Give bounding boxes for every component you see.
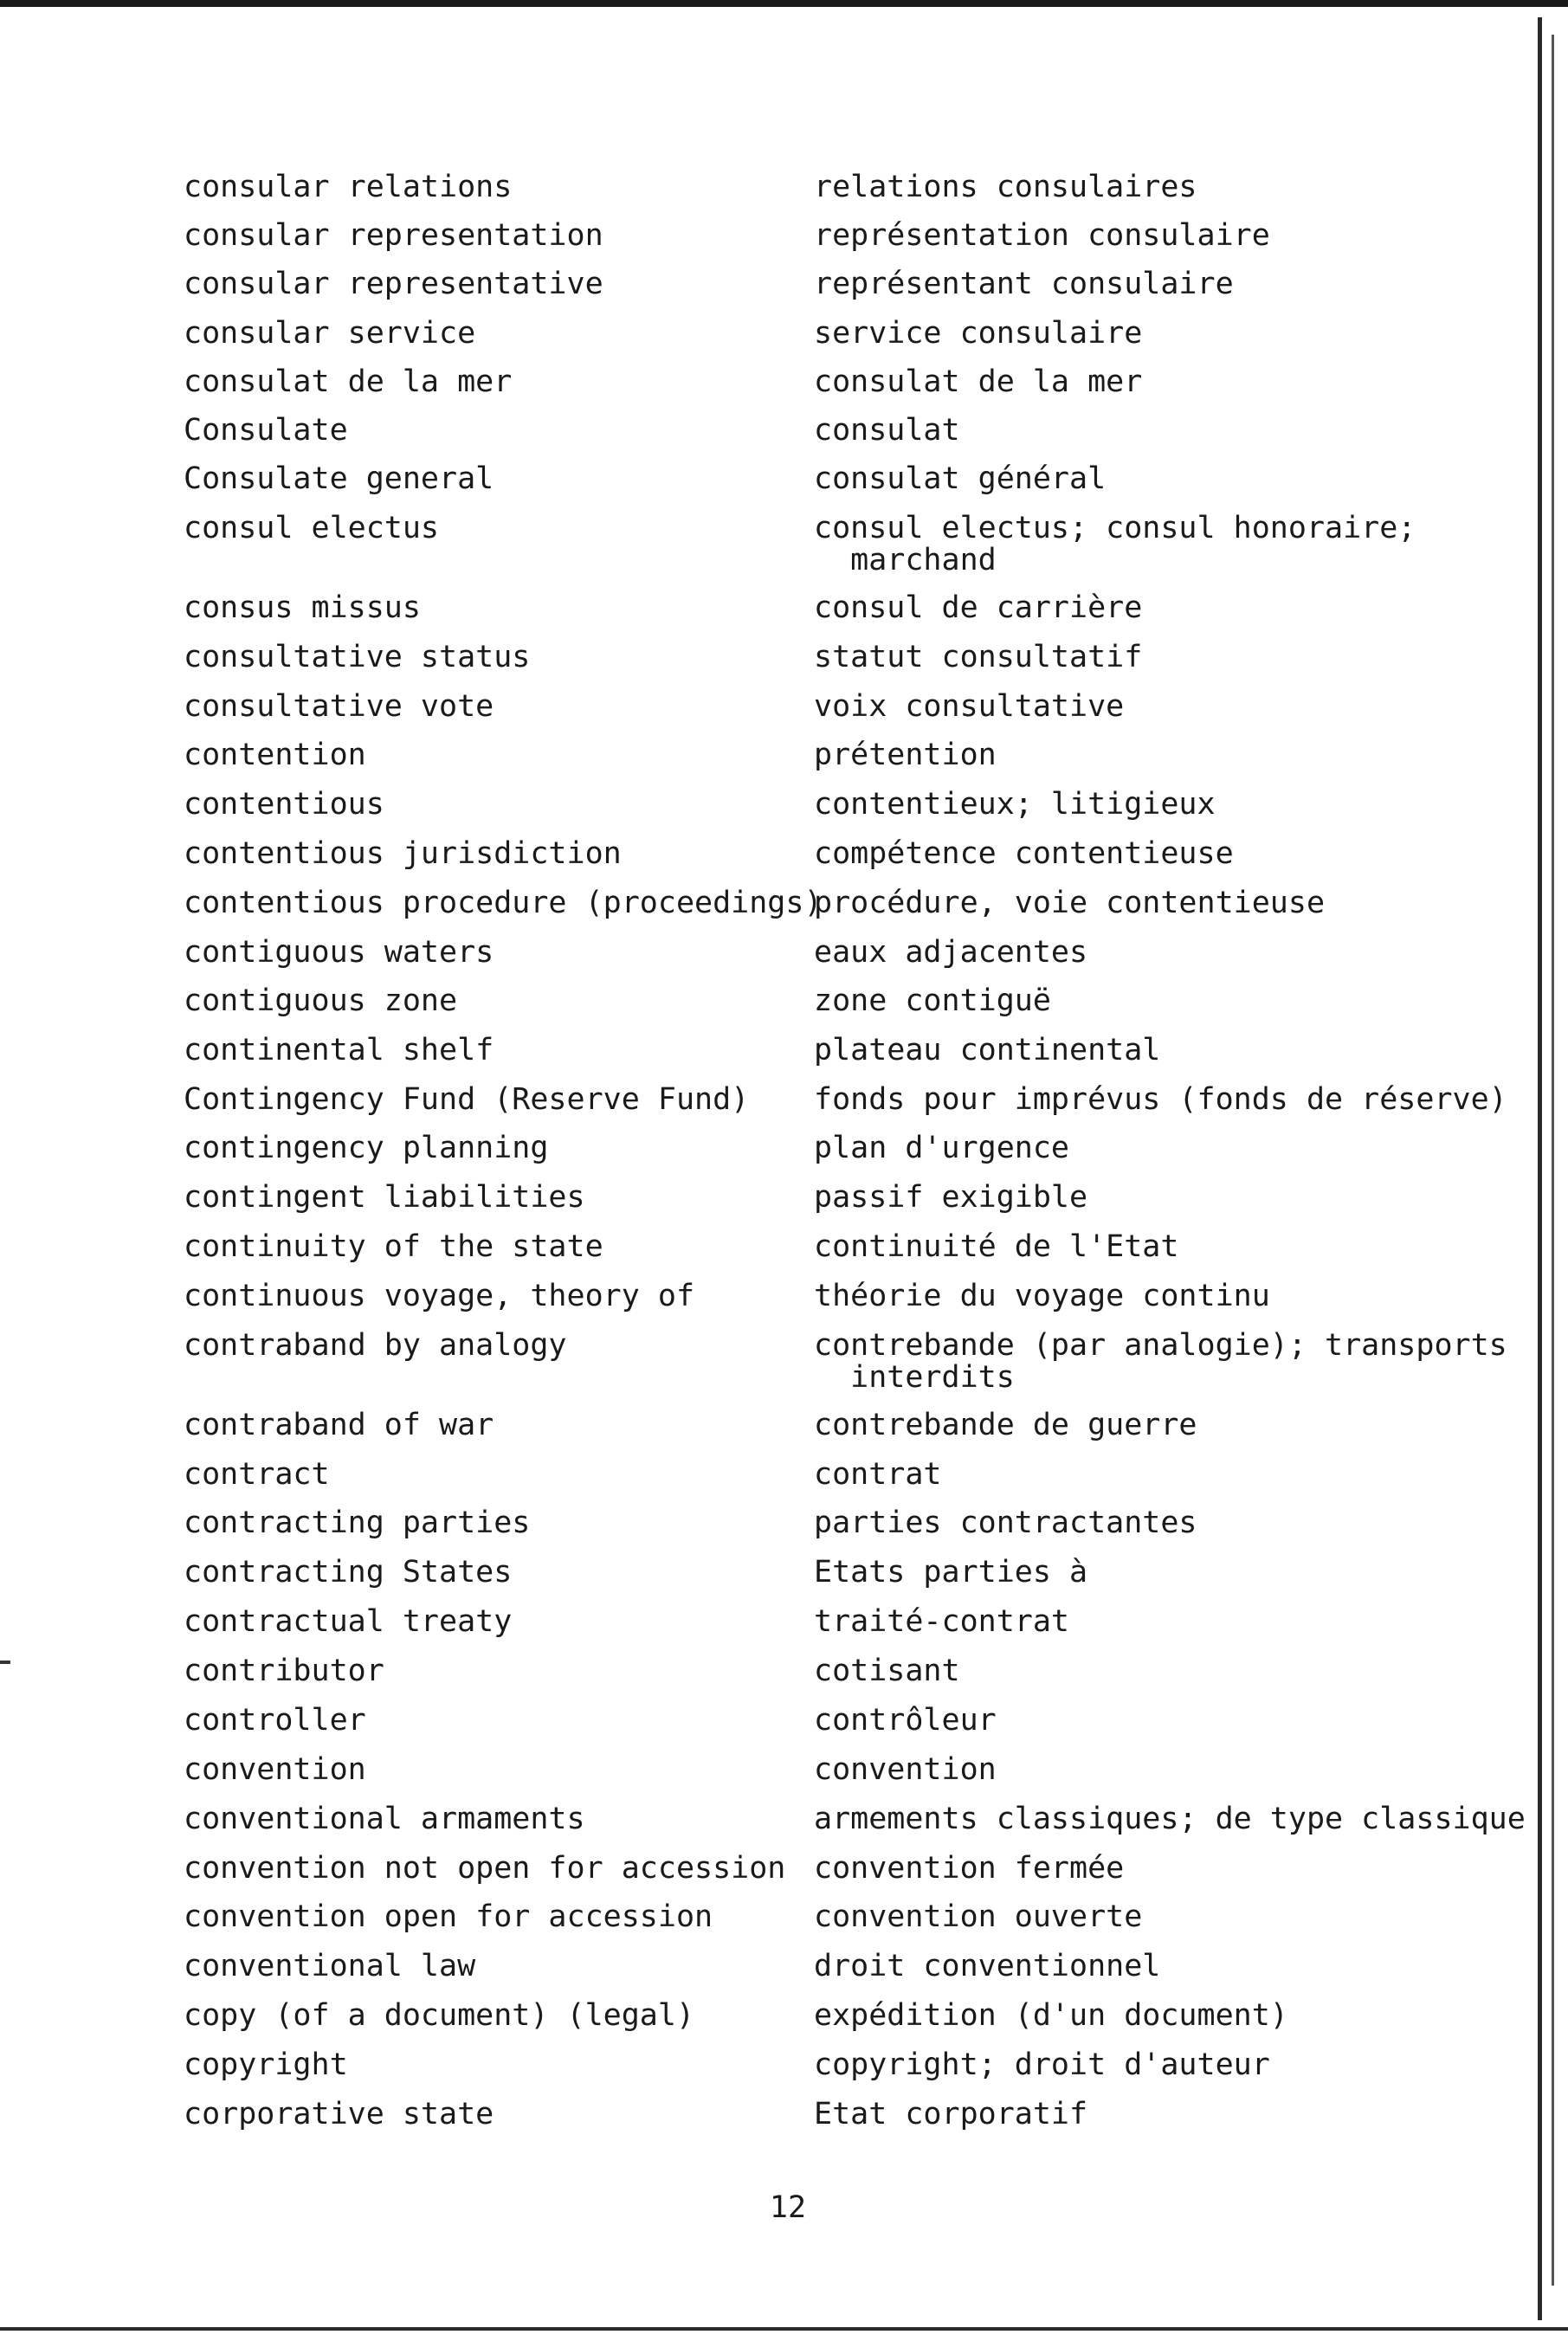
french-term: consul de carrière [814, 590, 1143, 625]
french-term: passif exigible [814, 1180, 1088, 1215]
french-term: contentieux; litigieux [814, 787, 1216, 822]
english-term: consultative status [184, 640, 531, 674]
french-term: convention [814, 1752, 997, 1787]
french-term: contrebande (par analogie); transports interdits [814, 1328, 1507, 1395]
french-term: traité-contrat [814, 1604, 1070, 1639]
english-term: contingent liabilities [184, 1180, 585, 1215]
french-term: fonds pour imprévus (fonds de réserve) [814, 1082, 1507, 1117]
french-term: continuité de l'Etat [814, 1229, 1179, 1264]
french-term: plateau continental [814, 1033, 1161, 1067]
english-term: contiguous zone [184, 983, 458, 1018]
french-term: contrebande de guerre [814, 1408, 1197, 1442]
english-term: continuous voyage, theory of [184, 1279, 695, 1313]
english-term: convention open for accession [184, 1899, 713, 1934]
english-term: consus missus [184, 590, 421, 625]
english-term: convention not open for accession [184, 1851, 786, 1886]
english-term: conventional law [184, 1949, 476, 1983]
english-term: consular representation [184, 218, 603, 253]
french-term: contrat [814, 1457, 942, 1492]
french-term: convention fermée [814, 1851, 1125, 1886]
french-term: copyright; droit d'auteur [814, 2048, 1270, 2082]
english-term: copy (of a document) (legal) [184, 1998, 695, 2033]
binding-edge-inner [1552, 35, 1554, 2286]
french-term: relations consulaires [814, 170, 1197, 204]
french-term: compétence contentieuse [814, 836, 1234, 871]
french-term: statut consultatif [814, 640, 1143, 674]
english-term: conventional armaments [184, 1802, 585, 1836]
page-number: 12 [769, 2190, 807, 2225]
french-term: représentant consulaire [814, 267, 1234, 301]
english-term: consul electus [184, 511, 440, 545]
french-term: expédition (d'un document) [814, 1998, 1288, 2033]
french-term: consul electus; consul honoraire; marchand [814, 511, 1416, 577]
english-term: contentious jurisdiction [184, 836, 622, 871]
english-term: consulat de la mer [184, 364, 513, 399]
english-term: continuity of the state [184, 1229, 603, 1264]
english-term: contract [184, 1457, 330, 1492]
french-term: consulat de la mer [814, 364, 1143, 399]
english-term: contingency planning [184, 1131, 549, 1165]
french-term: cotisant [814, 1654, 960, 1688]
french-term: zone contiguë [814, 983, 1051, 1018]
french-term: consulat [814, 413, 960, 448]
english-term: convention [184, 1752, 366, 1787]
english-term: consular relations [184, 170, 513, 204]
english-term: contracting States [184, 1555, 513, 1590]
binding-edge [1538, 17, 1542, 2320]
english-term: contraband of war [184, 1408, 494, 1442]
french-term: eaux adjacentes [814, 935, 1088, 970]
english-term: consular service [184, 316, 476, 351]
english-term: contiguous waters [184, 935, 494, 970]
english-term: consular representative [184, 267, 603, 301]
english-term: Consulate general [184, 461, 494, 496]
english-term: copyright [184, 2048, 348, 2082]
french-term: plan d'urgence [814, 1131, 1070, 1165]
english-term: contentious [184, 787, 384, 822]
bottom-border [0, 2327, 1568, 2331]
french-term: Etats parties à [814, 1555, 1088, 1590]
french-term: armements classiques; de type classique [814, 1802, 1526, 1836]
french-term: prétention [814, 738, 997, 772]
french-term: consulat général [814, 461, 1107, 496]
french-term: représentation consulaire [814, 218, 1270, 253]
french-term: voix consultative [814, 689, 1125, 724]
french-term: parties contractantes [814, 1506, 1197, 1540]
french-term: contrôleur [814, 1703, 997, 1738]
french-term: théorie du voyage continu [814, 1279, 1270, 1313]
english-term: Contingency Fund (Reserve Fund) [184, 1082, 750, 1117]
french-term: convention ouverte [814, 1899, 1143, 1934]
english-term: contention [184, 738, 366, 772]
english-term: contributor [184, 1654, 384, 1688]
french-term: droit conventionnel [814, 1949, 1161, 1983]
english-term: contraband by analogy [184, 1328, 567, 1363]
english-term: corporative state [184, 2097, 494, 2131]
french-term: procédure, voie contentieuse [814, 886, 1326, 920]
french-term: Etat corporatif [814, 2097, 1088, 2131]
english-term: Consulate [184, 413, 348, 448]
french-term: service consulaire [814, 316, 1143, 351]
english-term: contractual treaty [184, 1604, 513, 1639]
english-term: contracting parties [184, 1506, 531, 1540]
english-term: continental shelf [184, 1033, 494, 1067]
english-term: consultative vote [184, 689, 494, 724]
english-term: contentious procedure (proceedings) [184, 886, 823, 920]
english-term: controller [184, 1703, 366, 1738]
